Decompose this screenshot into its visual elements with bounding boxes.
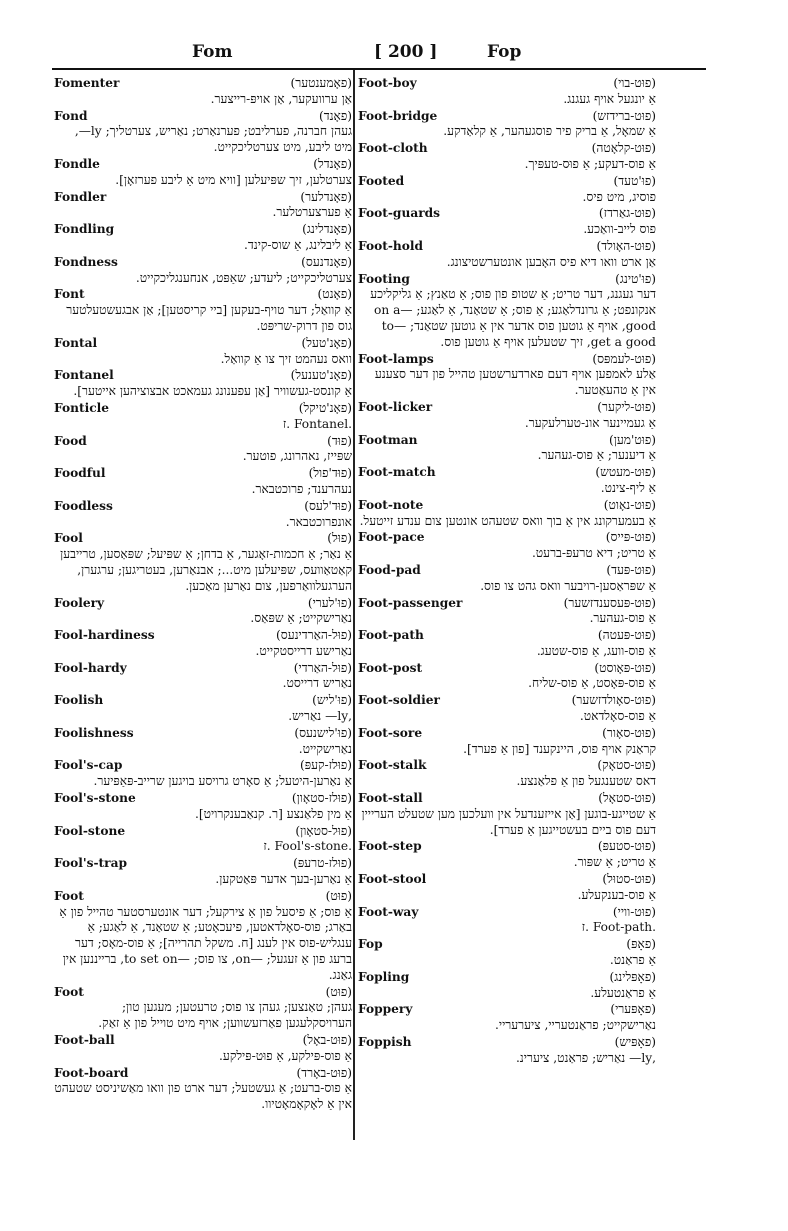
entry-pronunciation: (פאָפּיש) — [614, 1035, 656, 1050]
entry-headword: Foot-way — [358, 904, 419, 919]
entry-definition: אַ פוס-בענקעלע. — [577, 887, 656, 902]
entry-headword: Fool-hardiness — [54, 628, 155, 643]
entry-head — [358, 239, 656, 255]
entry-pronunciation: (פוּט) — [325, 984, 352, 999]
entry-definition: אונפרוכטבאר. — [285, 514, 352, 529]
entry-pronunciation: (פאָפּלינג) — [609, 969, 656, 984]
entry-definition: .Fontanel .ז — [282, 416, 352, 431]
entry-headword: Foodful — [54, 466, 106, 481]
entry-head — [54, 466, 352, 482]
entry-definition: אַ פוס-וועג, אַ פוס-שטעג. — [536, 643, 656, 658]
entry-head — [54, 985, 352, 1001]
entry-definition: אַ נאַרען-היטעל; אַ סאָרט גרויסע בויגען שרייב-פּאַפּיער. — [93, 774, 352, 789]
entry-definition: אַ פוס; אַ פיסעל פון אַ צירקעל; דער אונטערסטער טהייל פון אַ באַרג; פוס-סאָלדאטען, פיעכאָטע; אַ שטאַנד, אַ לאַגע; אַ ענגליש-פוס אין לענג [ח. משקל תהרייה]; אַ פוס-מאָס; דער ברעג פון אַ זעגעל; —on, צו פוס; —to set on, ברייננען אין גאַנג. — [59, 904, 352, 982]
dictionary-entry — [358, 141, 656, 173]
entry-headword: Footed — [358, 173, 405, 188]
entry-definition: אַ נאַר; אַ חכמות-זאָגער, אַ בדחן; אַ שפּיעל; שפּאַסען, טרייבען קאַטאַוועס, שפּיעלען מיט...; אבנאַרען, בעטריגען; ערגערן, הערגעלוואַרפען, צום נאַרען מאַכען. — [60, 547, 352, 593]
dictionary-entry — [358, 872, 656, 904]
dictionary-entry — [54, 889, 352, 984]
header-right-guide-word: Fop — [487, 42, 522, 62]
entry-pronunciation: (פאָנדל) — [313, 156, 352, 171]
entry-definition: געהן חברנה, פערליבט; פערנאַרט; נאַריש, צערטליך; ly—, מיט ליבע, מיט צערטליכקייט. — [74, 124, 352, 155]
entry-headword: Foot-lamps — [358, 351, 434, 366]
entry-headword: Fop — [358, 937, 383, 952]
entry-head — [358, 352, 656, 368]
entry-pronunciation: (פוּ'טעד) — [613, 173, 656, 188]
entry-headword: Foot-soldier — [358, 693, 440, 708]
entry-headword: Foot-passenger — [358, 595, 463, 610]
entry-head — [358, 758, 656, 774]
entry-pronunciation: (פוּט-סטאָל) — [598, 791, 656, 806]
entry-pronunciation: (פוּט-פּעטה) — [597, 628, 656, 643]
entry-definition: נאַרישקייט. — [298, 741, 352, 756]
entry-head — [358, 661, 656, 677]
entry-headword: Foot-guards — [358, 206, 441, 221]
entry-headword: Fontanel — [54, 368, 114, 383]
entry-headword: Food — [54, 433, 87, 448]
entry-pronunciation: (פאָפּ) — [626, 937, 656, 952]
entry-head — [358, 141, 656, 157]
entry-headword: Foot-path — [358, 628, 424, 643]
left-column — [54, 76, 352, 1114]
entry-head — [54, 758, 352, 774]
entry-headword: Fondness — [54, 254, 118, 269]
entry-pronunciation: (פוּט-סאָור) — [602, 725, 656, 740]
entry-head — [358, 109, 656, 125]
entry-headword: Food-pad — [358, 562, 421, 577]
entry-pronunciation: (פוּ'טינג) — [615, 271, 656, 286]
dictionary-entry — [358, 839, 656, 871]
entry-head — [54, 596, 352, 612]
entry-definition: נאַרישקייט; אַ שפּאַס. — [250, 611, 352, 626]
dictionary-entry — [358, 596, 656, 628]
entry-head — [54, 726, 352, 742]
entry-pronunciation: (פאָפּערי) — [610, 1002, 656, 1017]
entry-headword: Footing — [358, 271, 410, 286]
dictionary-entry — [358, 726, 656, 758]
entry-definition: פוס לייב-וואַכע. — [583, 222, 656, 237]
entry-definition: דאס שטענגעל פון אַ פלאַנצע. — [516, 774, 656, 789]
entry-head — [358, 596, 656, 612]
entry-pronunciation: (פוּט-וויי) — [612, 904, 656, 919]
entry-pronunciation: (פוּט'מען) — [609, 432, 656, 447]
entry-head — [54, 791, 352, 807]
header-rule — [52, 68, 706, 70]
dictionary-entry — [358, 239, 656, 271]
entry-head — [358, 628, 656, 644]
entry-head — [358, 465, 656, 481]
entry-pronunciation: (פוּל-האַרדי) — [293, 660, 352, 675]
entry-pronunciation: (פאָמענטער) — [290, 76, 352, 90]
entry-head — [54, 661, 352, 677]
entry-head — [358, 433, 656, 449]
dictionary-entry — [54, 531, 352, 594]
entry-pronunciation: (פוּל-האַרדינעס) — [276, 628, 352, 643]
dictionary-entry — [54, 596, 352, 628]
entry-headword: Foot-cloth — [358, 141, 428, 156]
entry-headword: Foot-boy — [358, 76, 417, 90]
entry-definition: אַ בעמערקונג אין אַ בוך וואס שטעהט אונטען צום ענדע זייטעל. — [359, 513, 656, 528]
entry-pronunciation: (פוּד) — [327, 433, 352, 448]
entry-pronunciation: (פאָנ'טעל) — [301, 335, 352, 350]
dictionary-entry — [358, 791, 656, 838]
entry-head — [358, 272, 656, 288]
entry-definition: אַ פוס-ברעט; אַ געשטעל; דער ארט פון וואו מאַשיניסט שטעהט אין אַ לאָקאָמאָטיוו. — [54, 1081, 352, 1112]
entry-head — [54, 190, 352, 206]
dictionary-entry — [358, 530, 656, 562]
entry-head — [54, 76, 352, 92]
entry-head — [358, 839, 656, 855]
dictionary-entry — [54, 287, 352, 334]
entry-pronunciation: (פאָנט) — [317, 287, 352, 302]
entry-head — [54, 693, 352, 709]
entry-headword: Fondle — [54, 156, 100, 171]
dictionary-entry — [54, 1066, 352, 1113]
entry-definition: אַ ליבלינג, אַ שוס-קינד. — [244, 237, 352, 252]
entry-headword: Fomenter — [54, 76, 120, 90]
entry-headword: Foot — [54, 888, 84, 903]
entry-pronunciation: (פוּט-באָל) — [302, 1033, 352, 1048]
entry-definition: אַ שמאָל, אַ בריק פיר פוסגעהער, אַ קלאַדקע. — [443, 124, 656, 139]
entry-headword: Fond — [54, 108, 88, 123]
entry-definition: אַ טריט; דיא טרעפּ-ברעט. — [531, 546, 656, 561]
entry-head — [358, 970, 656, 986]
entry-headword: Foolishness — [54, 725, 134, 740]
entry-definition: אַלע לאמפען אויף דעם פארדערשטען טהייל פון דער סצענע אין אַ טהעאַטער. — [374, 367, 656, 398]
entry-headword: Foot-stalk — [358, 758, 427, 773]
dictionary-entry — [358, 272, 656, 351]
dictionary-entry — [54, 368, 352, 400]
entry-head — [54, 889, 352, 905]
entry-head — [358, 400, 656, 416]
entry-definition: געהן; טאַנצען; געהן צו פוס; טרעטען; מעגען טון; הערויסקלעגען פאַרזעשווען; אויף מיט טוייל פון אַ זאַק. — [98, 1000, 352, 1031]
dictionary-entry — [54, 336, 352, 368]
entry-definition: אַ דיענער; אַ פוס-געהער. — [537, 448, 656, 463]
entry-definition: אַ פוס-פּאָסט, אַ פוס-שליח. — [528, 676, 656, 691]
entry-definition: .Foot-path .ז — [581, 920, 656, 935]
entry-definition: אַ פראַנט. — [609, 953, 656, 968]
entry-definition: אַ טריט; אַ שפּור. — [573, 855, 656, 870]
entry-headword: Foot-stool — [358, 872, 427, 887]
entry-definition: דער געגנג, דער טריט; אַ שטופ פון פוס; אַ טאַנץ; אַ גליקליכע אנקונפט; אַ גרונדלאַגע; אַ פוס; אַ שטאַנד, אַ לאַגע; —on a good, אויף אַ גוטען פוס אדער אין אַ גוטען שטאַנד; —to get a good, זיך שטעלען אויף אַ גוטען פוס. — [370, 287, 656, 349]
dictionary-entry — [358, 563, 656, 595]
dictionary-entry — [358, 905, 656, 937]
dictionary-entry — [54, 628, 352, 660]
dictionary-entry — [54, 190, 352, 222]
entry-definition: נאַרישע דרייסטקייט. — [255, 643, 352, 658]
entry-headword: Fool-hardy — [54, 660, 127, 675]
dictionary-entry — [358, 109, 656, 141]
entry-definition: אַ פוס-פּילקע, אַ פוּט-פּילקע. — [219, 1048, 352, 1063]
entry-headword: Fontal — [54, 335, 98, 350]
entry-head — [54, 1033, 352, 1049]
entry-head — [54, 401, 352, 417]
entry-pronunciation: (פוּלז-טרעפּ) — [293, 856, 352, 871]
entry-head — [54, 434, 352, 450]
dictionary-entry — [54, 109, 352, 156]
entry-pronunciation: (פוּט-פּאָוסט) — [594, 660, 656, 675]
entry-head — [358, 1002, 656, 1018]
entry-head — [358, 872, 656, 888]
entry-definition: אַ קונסט-געשוויר [אַן עפענונג געמאכט אבצוציהען אייטער]. — [73, 384, 352, 399]
entry-head — [54, 368, 352, 384]
page-header — [52, 42, 702, 66]
entry-headword: Fool-stone — [54, 823, 126, 838]
entry-pronunciation: (פאָנ'טיקל) — [298, 400, 352, 415]
entry-pronunciation: (פוּט-לעמפּס) — [592, 351, 656, 366]
entry-definition: נאַרישקייט; פראַנטעריי, ציערעריי. — [495, 1018, 656, 1033]
entry-head — [54, 109, 352, 125]
entry-headword: Foolish — [54, 693, 104, 708]
dictionary-entry — [54, 856, 352, 888]
entry-head — [358, 530, 656, 546]
entry-headword: Fool — [54, 531, 83, 546]
entry-headword: Fondling — [54, 222, 115, 237]
entry-definition: ,ly— נאַריש; פראַנט, ציערינ. — [515, 1050, 656, 1065]
dictionary-entry — [54, 985, 352, 1032]
entry-pronunciation: (פוּ'לישנעס) — [294, 725, 352, 740]
entry-headword: Fopling — [358, 969, 410, 984]
entry-pronunciation: (פוּל-סטאָון) — [295, 823, 352, 838]
dictionary-entry — [358, 758, 656, 790]
entry-head — [358, 1035, 656, 1051]
entry-headword: Fonticle — [54, 400, 110, 415]
entry-pronunciation: (פוּלז-סטאָון) — [291, 791, 352, 806]
entry-definition: .Fool's-stone .ז — [263, 839, 352, 854]
dictionary-entry — [358, 1002, 656, 1034]
entry-pronunciation: (פוּט-פּעסענדזשער) — [563, 595, 656, 610]
entry-head — [54, 1066, 352, 1082]
entry-pronunciation: (פוּד'לעס) — [304, 498, 352, 513]
entry-definition: צערטליכקייט; ליעדע; שאַפּט, אנחענגליכקייט. — [135, 270, 352, 285]
dictionary-entry — [358, 433, 656, 465]
entry-headword: Foot-step — [358, 839, 422, 854]
dictionary-entry — [54, 434, 352, 466]
entry-definition: אַ קוואַל; דער טויף-בעקען [ביי קריסטען]; אַן אבגעשטעלטער גוס פון דרוק-שריפּט. — [66, 303, 352, 333]
entry-definition: אַ יונגעל אויף געגנג. — [563, 91, 656, 106]
entry-definition: קראַנק אויף פוס, היינקענד [פון אַ פערד]. — [463, 741, 656, 756]
entry-pronunciation: (פאָנדלינג) — [302, 222, 352, 237]
entry-definition: אַ פערצערטלער. — [272, 205, 352, 220]
entry-head — [358, 693, 656, 709]
dictionary-entry — [54, 401, 352, 433]
entry-headword: Fool's-stone — [54, 791, 136, 806]
entry-pronunciation: (פוּל) — [327, 531, 352, 546]
dictionary-entry — [54, 1033, 352, 1065]
header-left-guide-word: Fom — [192, 42, 233, 62]
entry-head — [54, 157, 352, 173]
entry-pronunciation: (פוּט-פּייס) — [605, 530, 656, 545]
entry-headword: Foot-hold — [358, 238, 424, 253]
entry-pronunciation: (פוּט-פּעד) — [606, 562, 656, 577]
page-number: [ 200 ] — [374, 42, 438, 62]
entry-headword: Foot-board — [54, 1065, 129, 1080]
entry-head — [54, 856, 352, 872]
right-column — [358, 76, 656, 1068]
dictionary-entry — [54, 726, 352, 758]
entry-headword: Foot-ball — [54, 1033, 115, 1048]
entry-head — [54, 287, 352, 303]
dictionary-entry — [54, 791, 352, 823]
entry-pronunciation: (פוּד'פול) — [308, 466, 352, 481]
entry-pronunciation: (פוּט-באָרד) — [296, 1065, 352, 1080]
entry-head — [54, 824, 352, 840]
entry-head — [54, 531, 352, 547]
entry-pronunciation: (פוּט-ברידזש) — [592, 108, 656, 123]
entry-headword: Foot-pace — [358, 530, 425, 545]
dictionary-entry — [358, 498, 656, 530]
entry-pronunciation: (פוּלז-קעפּ) — [299, 758, 352, 773]
entry-pronunciation: (פאָנד) — [318, 108, 352, 123]
dictionary-entry — [54, 466, 352, 498]
entry-head — [358, 937, 656, 953]
entry-pronunciation: (פוּט-גאַרדז) — [598, 206, 656, 221]
entry-headword: Foolery — [54, 595, 105, 610]
entry-pronunciation: (פוּט-מעטש) — [595, 465, 656, 480]
entry-definition: אַ נאַרען-בעך אדער פּאַטקען. — [215, 872, 352, 887]
entry-headword: Foot-match — [358, 465, 436, 480]
entry-head — [358, 726, 656, 742]
entry-definition: נעהרענד; פרוכטבאר. — [251, 481, 352, 496]
dictionary-entry — [358, 1035, 656, 1067]
entry-definition: שפּייז, נאהרונג, פוטער. — [242, 449, 352, 464]
entry-head — [54, 336, 352, 352]
entry-headword: Foppery — [358, 1002, 413, 1017]
entry-headword: Fondler — [54, 189, 107, 204]
entry-headword: Foppish — [358, 1035, 412, 1050]
dictionary-entry — [54, 499, 352, 531]
entry-pronunciation: (פוּט-האָולד) — [596, 238, 656, 253]
entry-pronunciation: (פוּ'ליש) — [312, 693, 352, 708]
entry-definition: אַ מין פלאַנצע [ר. קנאַבענקרויט]. — [195, 806, 352, 821]
entry-pronunciation: (פוּט-סטוּל) — [602, 872, 656, 887]
entry-headword: Fool's-trap — [54, 856, 127, 871]
entry-pronunciation: (פאָנ'טענעל) — [290, 368, 352, 383]
entry-definition: וואס נעהמט זיך צו אַ קוואַל. — [220, 351, 352, 366]
entry-headword: Foot-licker — [358, 399, 433, 414]
entry-pronunciation: (פאָנדלער) — [300, 189, 352, 204]
entry-pronunciation: (פוּ'לערי) — [307, 595, 352, 610]
entry-pronunciation: (פוּט-סאָולדזשער) — [571, 693, 656, 708]
entry-pronunciation: (פוּט-קלאָטה) — [591, 141, 656, 156]
column-divider — [353, 70, 355, 1140]
entry-headword: Font — [54, 287, 85, 302]
entry-headword: Foot-stall — [358, 791, 423, 806]
entry-definition: אַ פוס-דעקע; אַ פוּס-טעפּיך. — [524, 156, 656, 171]
entry-head — [358, 791, 656, 807]
entry-definition: נאַריש דרייסט. — [282, 676, 352, 691]
entry-definition: אַ שפּראַסען-רויבער וואס גהט צו פוס. — [480, 578, 656, 593]
entry-head — [54, 499, 352, 515]
dictionary-entry — [54, 824, 352, 856]
entry-headword: Foot-bridge — [358, 108, 438, 123]
dictionary-entry — [358, 628, 656, 660]
entry-headword: Foodless — [54, 498, 113, 513]
entry-head — [54, 222, 352, 238]
entry-head — [358, 563, 656, 579]
entry-headword: Foot-post — [358, 660, 423, 675]
dictionary-entry — [54, 157, 352, 189]
dictionary-entry — [358, 661, 656, 693]
dictionary-entry — [54, 661, 352, 693]
entry-headword: Foot-note — [358, 497, 424, 512]
entry-headword: Fool's-cap — [54, 758, 123, 773]
dictionary-entry — [358, 937, 656, 969]
dictionary-entry — [358, 400, 656, 432]
entry-definition: צערטלען, זיך שפּיעלען [וויא מיט אַ ליבע פערזאָן]. — [115, 172, 352, 187]
entry-pronunciation: (פוּט-ליקער) — [597, 399, 656, 414]
entry-definition: ,ly— נאַריש. — [288, 709, 352, 724]
entry-pronunciation: (פוּט-בוי) — [613, 76, 656, 90]
entry-definition: אַן ארט וואו דיא פיס האָבען אונטערשטיצונג. — [446, 254, 656, 269]
dictionary-entry — [358, 174, 656, 206]
entry-head — [358, 498, 656, 514]
entry-definition: אַ פראַנטעלע. — [590, 985, 656, 1000]
entry-definition: אַן ערוועקער, אַן אויפּ-רייצער. — [210, 91, 352, 106]
dictionary-entry — [54, 693, 352, 725]
entry-pronunciation: (פאָנדנעס) — [301, 254, 352, 269]
dictionary-entry — [358, 970, 656, 1002]
entry-pronunciation: (פוּט) — [325, 888, 352, 903]
dictionary-entry — [358, 693, 656, 725]
entry-head — [358, 206, 656, 222]
entry-pronunciation: (פוּט-נאָוט) — [603, 497, 656, 512]
entry-definition: פוסיג, מיט פיס. — [582, 189, 656, 204]
entry-pronunciation: (פוּט-סטעפּ) — [597, 839, 656, 854]
entry-head — [54, 255, 352, 271]
dictionary-entry — [358, 352, 656, 399]
entry-head — [358, 174, 656, 190]
entry-head — [358, 76, 656, 92]
entry-definition: אַ געמיינער אונ-טערלעקער. — [524, 415, 656, 430]
dictionary-entry — [358, 206, 656, 238]
entry-definition: אַ פוס-געהער. — [589, 611, 656, 626]
entry-definition: אַ שטייגע-בוגען [אַן אייזענדעל אין וועלכען מען שטעלט הערייין דעם פוס ביים בעשטייגען אַ פערד]. — [361, 806, 656, 837]
dictionary-entry — [54, 255, 352, 287]
entry-headword: Foot — [54, 984, 84, 999]
entry-definition: אַ ליף-צינט. — [600, 480, 656, 495]
entry-head — [54, 628, 352, 644]
dictionary-entry — [54, 222, 352, 254]
entry-definition: אַ פוס-סאָלדאט. — [579, 709, 656, 724]
entry-pronunciation: (פוּט-סטאָק) — [597, 758, 656, 773]
dictionary-entry — [54, 76, 352, 108]
dictionary-entry — [54, 758, 352, 790]
dictionary-entry — [358, 76, 656, 108]
entry-headword: Foot-sore — [358, 725, 423, 740]
entry-head — [358, 905, 656, 921]
entry-headword: Footman — [358, 432, 418, 447]
dictionary-entry — [358, 465, 656, 497]
